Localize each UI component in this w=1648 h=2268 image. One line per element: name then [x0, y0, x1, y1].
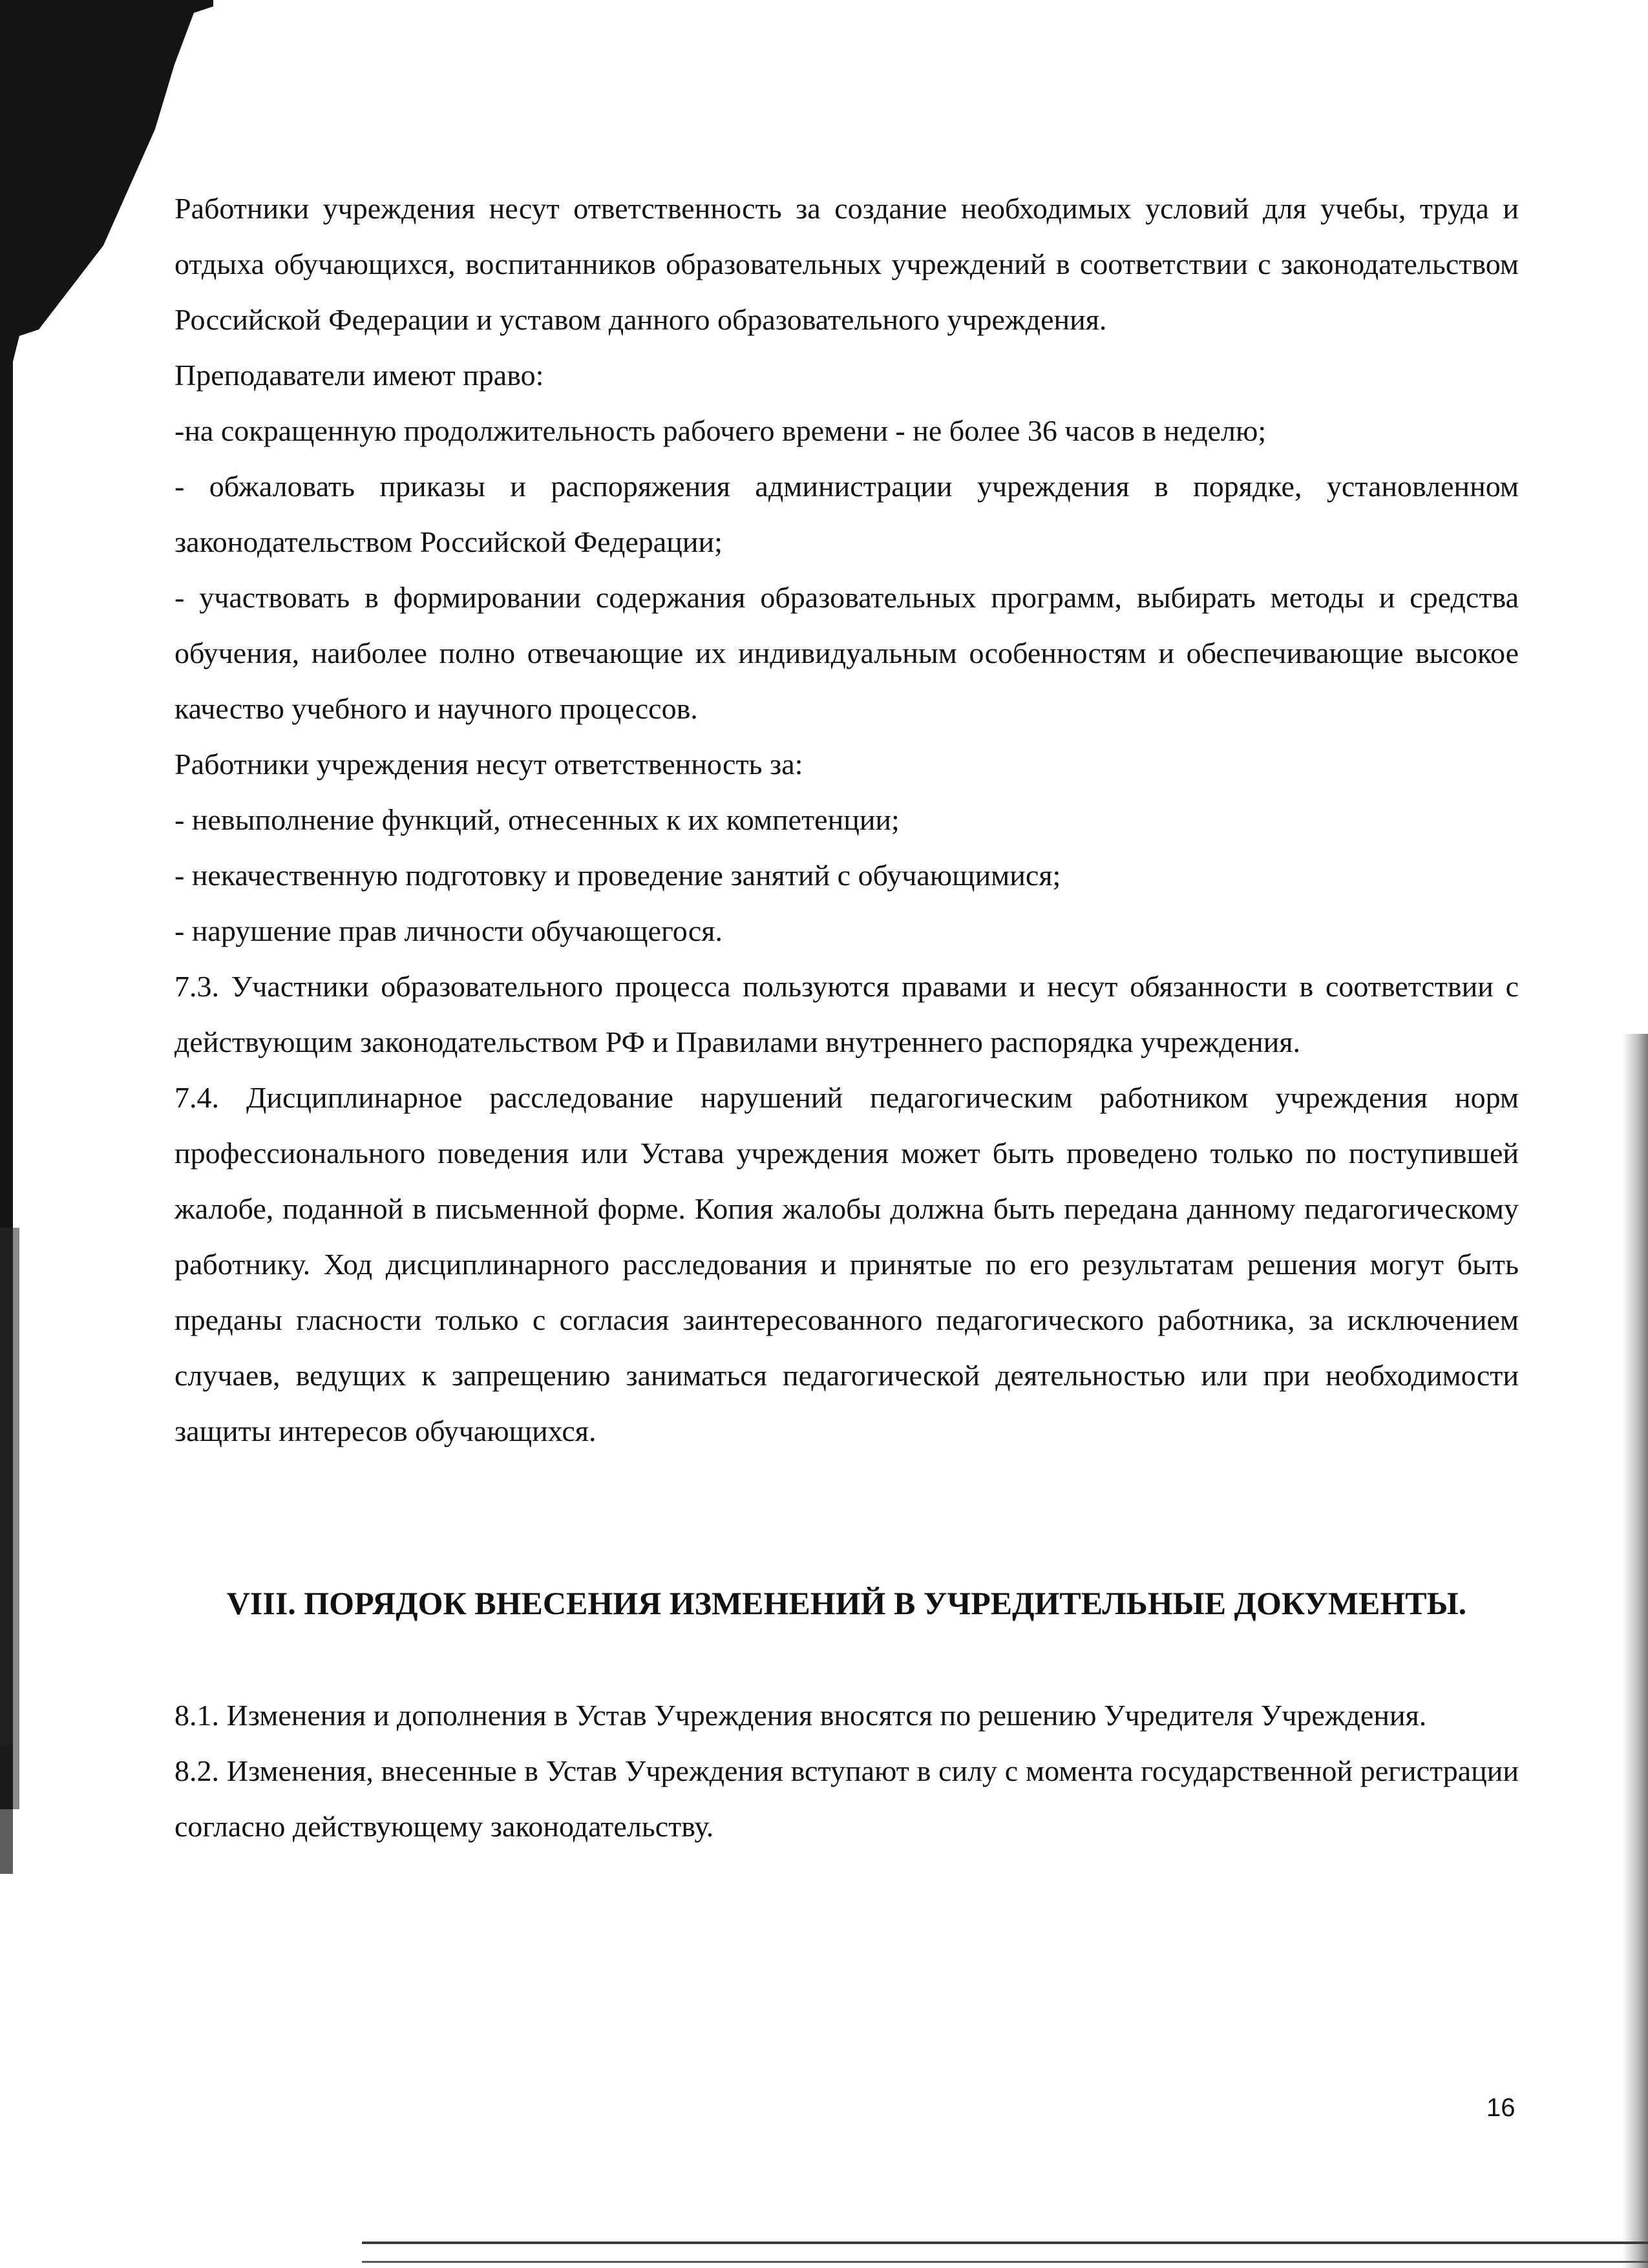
paragraph-responsibility-intro: Работники учреждения несут ответственность за:	[174, 748, 803, 781]
paragraph-7-3: 7.3. Участники образовательного процесса пользуются правами и несут обязанности в соответствии с действующим законодательством РФ и Правилами внутреннего распорядка учреждения.	[174, 970, 1519, 1058]
paragraph-teachers-rights-intro: Преподаватели имеют право:	[174, 359, 544, 392]
paragraph-appeal-orders: - обжаловать приказы и распоряжения администрации учреждения в порядке, установленном законодательством Российской Федерации;	[174, 470, 1519, 558]
section-heading: VIII. ПОРЯДОК ВНЕСЕНИЯ ИЗМЕНЕНИЙ В УЧРЕДИТЕЛЬНЫЕ ДОКУМЕНТЫ.	[226, 1585, 1467, 1621]
paragraph-non-performance: - невыполнение функций, отнесенных к их компетенции;	[174, 803, 900, 836]
paragraph-7-4: 7.4. Дисциплинарное расследование нарушений педагогическим работником учреждения норм профессионального поведения или Устава учреждения может быть проведено только по поступившей жалобе, поданной в письменной форме. Копия жалобы должна быть передана данному педагогическому работнику. Ход дисциплинарного расследования и принятые по его результатам решения могут быть преданы гласности только с согласия заинтересованного педагогического работника, за исключением случаев, ведущих к запрещению заниматься педагогической деятельностью или при необходимости защиты интересов обучающихся.	[174, 1081, 1519, 1447]
scan-right-edge-artifact	[1622, 1034, 1648, 2268]
paragraph-reduced-hours: -на сокращенную продолжительность рабочего времени - не более 36 часов в неделю;	[174, 414, 1267, 447]
body-text-bottom	[174, 1688, 1519, 1854]
page-number: 16	[1486, 2094, 1516, 2122]
paragraph-8-1: 8.1. Изменения и дополнения в Устав Учреждения вносятся по решению Учредителя Учреждения.	[174, 1699, 1427, 1732]
body-text-top	[174, 181, 1519, 1459]
paragraph-8-2: 8.2. Изменения, внесенные в Устав Учреждения вступают в силу с момента государственной регистрации согласно действующему законодательству.	[174, 1754, 1519, 1843]
paragraph-participate-programs: - участвовать в формировании содержания образовательных программ, выбирать методы и средства обучения, наиболее полно отвечающие их индивидуальным особенностям и обеспечивающие высокое качество учебного и научного процессов.	[174, 581, 1519, 725]
paragraph-rights-violation: - нарушение прав личности обучающегося.	[174, 914, 723, 947]
paragraph-poor-preparation: - некачественную подготовку и проведение занятий с обучающимися;	[174, 859, 1061, 892]
scan-bottom-edge-artifact	[362, 2242, 1648, 2263]
paragraph-responsibility-conditions: Работники учреждения несут ответственность за создание необходимых условий для учебы, труда и отдыха обучающихся, воспитанников образовательных учреждений в соответствии с законодательством Российской Федерации и уставом данного образовательного учреждения.	[174, 192, 1519, 336]
